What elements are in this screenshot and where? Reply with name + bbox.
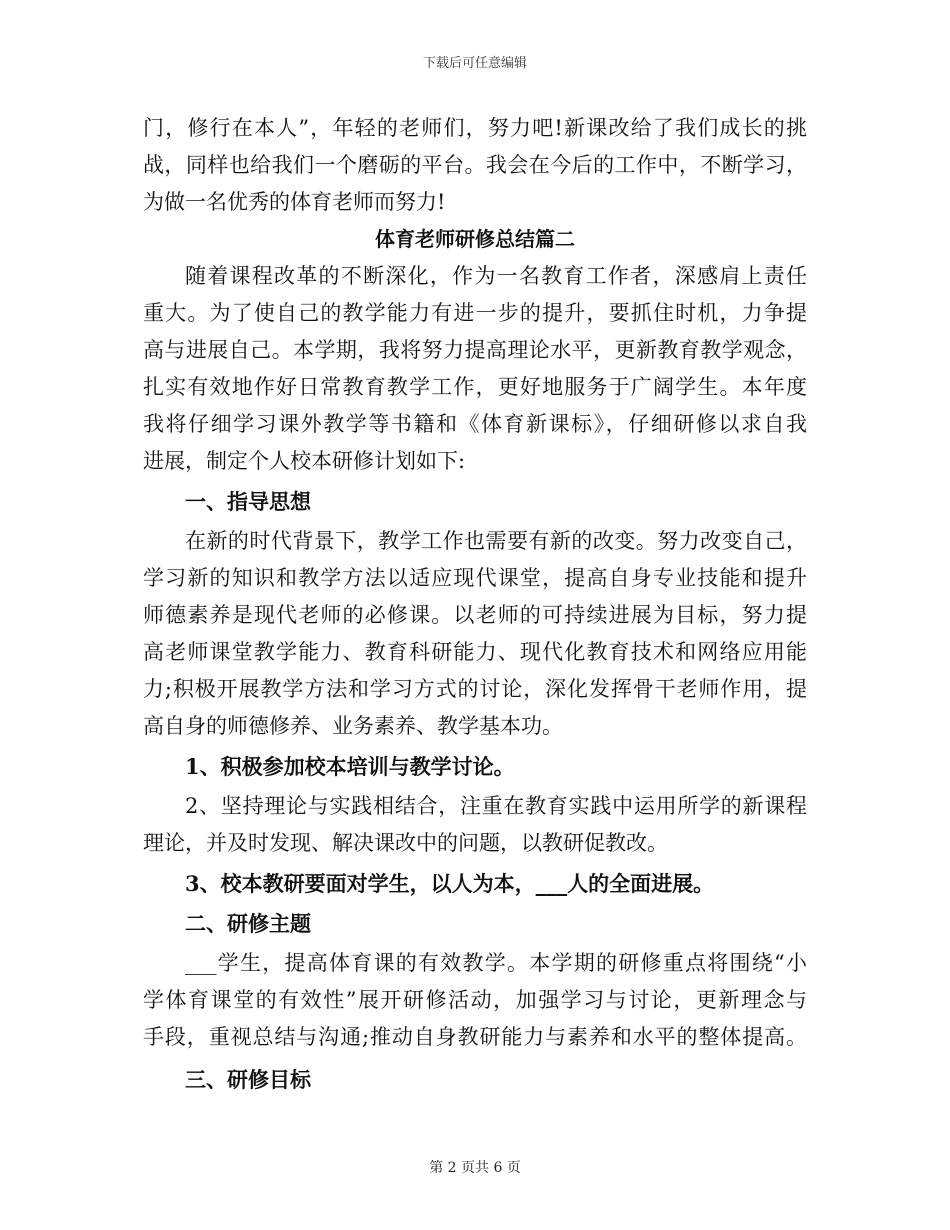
list-item-3: 3、校本教研要面对学生，以人为本，___人的全面进展。 <box>185 871 715 896</box>
paragraph-line: 高与进展自己。本学期，我将努力提高理论水平，更新教育教学观念， <box>143 338 807 362</box>
paragraph-line: 随着课程改革的不断深化，作为一名教育工作者，深感肩上责任 <box>185 264 807 288</box>
paragraph-line: 进展，制定个人校本研修计划如下: <box>143 449 466 473</box>
heading-research-theme: 二、研修主题 <box>185 911 311 936</box>
paragraph-line: 重大。为了使自己的教学能力有进一步的提升，要抓住时机，力争提 <box>143 301 807 325</box>
paragraph-line: 高自身的师德修养、业务素养、教学基本功。 <box>143 714 563 738</box>
paragraph-line: 扎实有效地作好日常教育教学工作，更好地服务于广阔学生。本年度 <box>143 375 807 399</box>
paragraph-line: 我将仔细学习课外教学等书籍和《体育新课标》，仔细研修以求自我 <box>143 412 807 436</box>
paragraph-line: 手段，重视总结与沟通;推动自身教研能力与素养和水平的整体提高。 <box>143 1025 807 1049</box>
paragraph-line: 在新的时代背景下，教学工作也需要有新的改变。努力改变自己， <box>185 529 807 553</box>
paragraph-line: 为做一名优秀的体育老师而努力! <box>143 190 446 214</box>
paragraph-line: 门，修行在本人”，年轻的老师们，努力吧!新课改给了我们成长的挑 <box>143 116 807 140</box>
paragraph-line: ___学生，提高体育课的有效教学。本学期的研修重点将围绕“小 <box>185 951 807 975</box>
page-header: 下载后可任意编辑 <box>422 56 527 71</box>
list-item-2: 2、坚持理论与实践相结合，注重在教育实践中运用所学的新课程 <box>185 794 807 818</box>
paragraph-line: 力;积极开展教学方法和学习方式的讨论，深化发挥骨干老师作用，提 <box>143 677 807 701</box>
paragraph-line: 高老师课堂教学能力、教育科研能力、现代化教育技术和网络应用能 <box>143 640 807 664</box>
paragraph-line: 学体育课堂的有效性”展开研修活动，加强学习与讨论，更新理念与 <box>143 988 807 1012</box>
paragraph-line: 战，同样也给我们一个磨砺的平台。我会在今后的工作中，不断学习， <box>143 153 807 177</box>
section-title: 体育老师研修总结篇二 <box>375 227 575 251</box>
paragraph-line: 师德素养是现代老师的必修课。以老师的可持续进展为目标，努力提 <box>143 603 807 627</box>
list-item-1: 1、积极参加校本培训与教学讨论。 <box>185 754 515 779</box>
heading-research-goals: 三、研修目标 <box>185 1067 311 1092</box>
paragraph-line: 学习新的知识和教学方法以适应现代课堂，提高自身专业技能和提升 <box>143 566 807 590</box>
paragraph-line: 理论，并及时发现、解决课改中的问题，以教研促教改。 <box>143 831 668 855</box>
heading-guiding-thought: 一、指导思想 <box>185 489 311 514</box>
document-body <box>143 110 807 1098</box>
page-footer: 第 2 页共 6 页 <box>429 1160 521 1176</box>
